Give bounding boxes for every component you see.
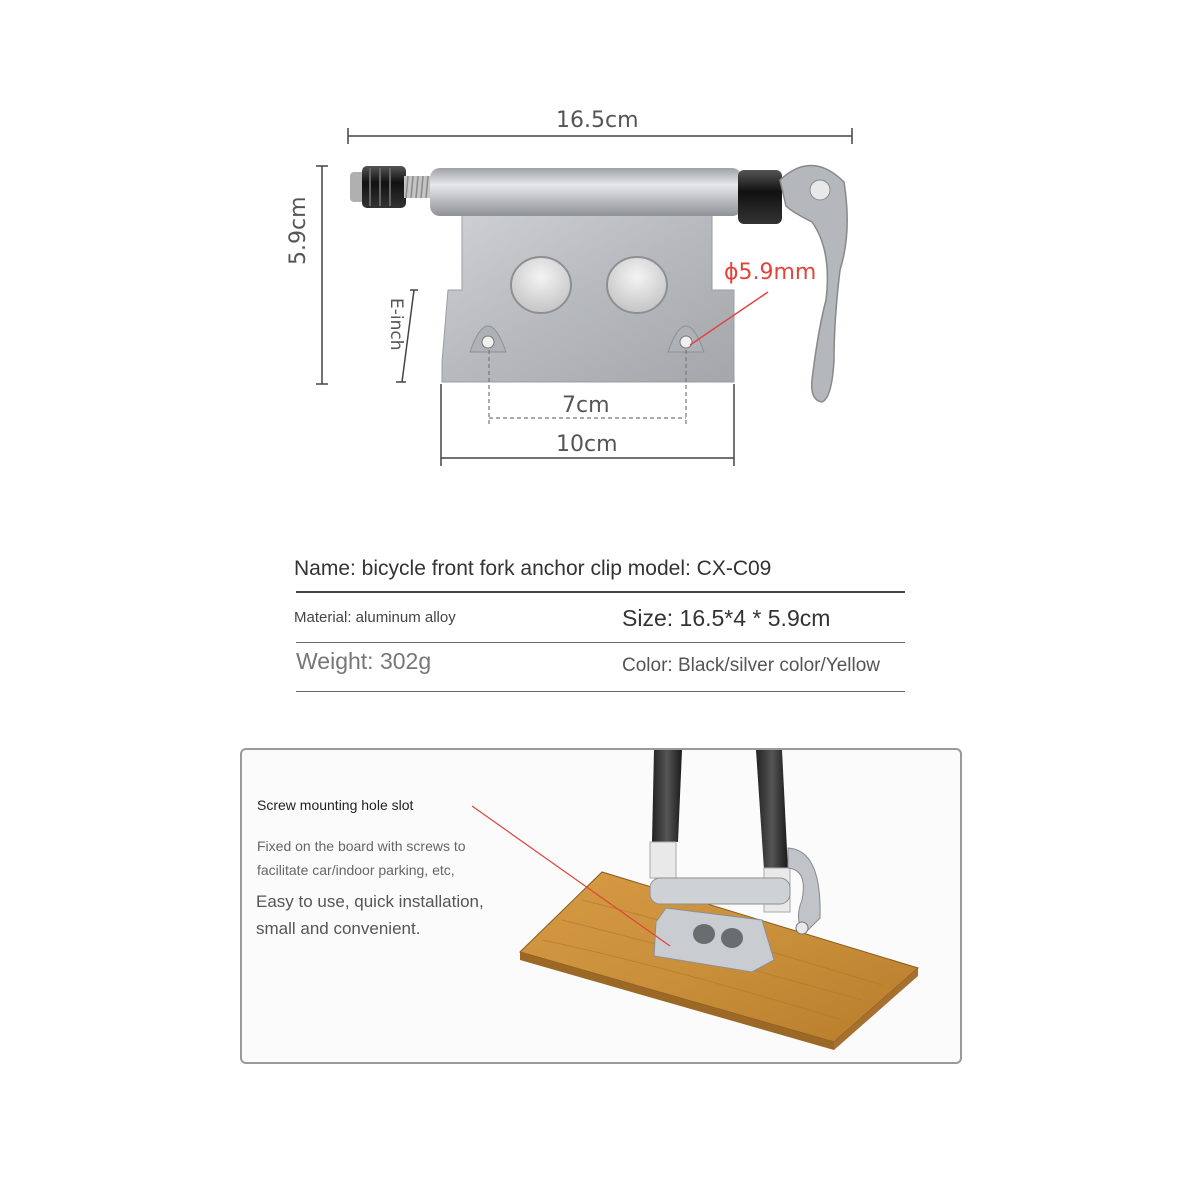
- base-width-label: 10cm: [556, 432, 618, 457]
- spec-color: Color: Black/silver color/Yellow: [622, 655, 881, 676]
- usage-line: facilitate car/indoor parking, etc,: [257, 862, 455, 878]
- height-label: 5.9cm: [286, 196, 311, 265]
- usage-line: Easy to use, quick installation,: [256, 892, 484, 911]
- length-label: 16.5cm: [556, 108, 639, 133]
- usage-heading: Screw mounting hole slot: [257, 797, 414, 813]
- hole-spacing-label: 7cm: [562, 393, 610, 418]
- height-dimension: [316, 166, 328, 384]
- hole-diameter-label: ϕ5.9mm: [724, 260, 817, 285]
- spec-size: Size: 16.5*4 * 5.9cm: [622, 605, 831, 631]
- usage-line: Fixed on the board with screws to: [257, 838, 466, 854]
- usage-panel: [240, 748, 962, 1064]
- usage-line: small and convenient.: [256, 919, 421, 938]
- spec-divider: [296, 642, 905, 643]
- e-inch-label: E-inch: [386, 298, 406, 351]
- spec-divider: [296, 591, 905, 593]
- spec-material: Material: aluminum alloy: [294, 609, 456, 626]
- spec-name: Name: bicycle front fork anchor clip model: CX-C09: [294, 557, 772, 580]
- spec-weight: Weight: 302g: [296, 648, 432, 674]
- mounted-fork-illustration: [242, 750, 960, 1062]
- spec-divider: [296, 691, 905, 692]
- adjuster-knob: [350, 166, 434, 208]
- clip-body: [430, 168, 742, 382]
